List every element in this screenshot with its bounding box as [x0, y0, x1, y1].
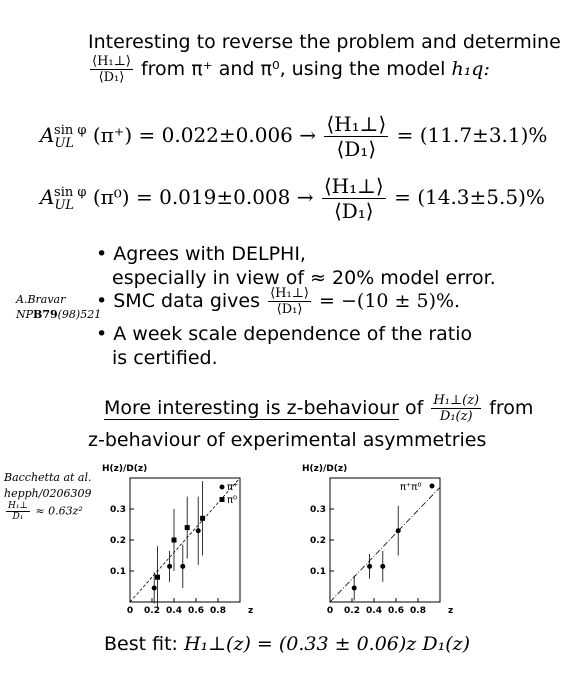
data-point-circle [180, 564, 185, 569]
bullet-smc-text: • SMC data gives [96, 290, 261, 312]
legend-marker-circle [220, 485, 225, 490]
legend-marker-square [220, 497, 225, 502]
eq1-subscript: UL [54, 136, 75, 151]
x-tick-label: 0.2 [144, 606, 160, 616]
y-tick-label: 0.3 [110, 505, 126, 515]
legend-label: π⁺ [227, 482, 239, 493]
plot-right [300, 462, 460, 620]
y-tick-label: 0.1 [310, 567, 326, 577]
best-fit [104, 632, 470, 656]
ref-bravar-journal-prefix: NP [16, 308, 34, 321]
bullet-scale-line-2: is certified. [112, 347, 218, 369]
x-tick-label: 0.6 [388, 606, 404, 616]
best-fit-formula: H₁⊥(z) = (0.33 ± 0.06)z D₁(z) [183, 633, 471, 655]
eq2-superscript: sin φ [54, 185, 87, 201]
x-tick-label: 0.4 [366, 606, 382, 616]
x-tick-label: 0.6 [188, 606, 204, 616]
intro-line-2 [88, 54, 490, 85]
data-point-circle [396, 528, 401, 533]
eq2-result: = (14.3±5.5)% [394, 185, 545, 209]
ref-bacchetta-authors: Bacchetta at al. [4, 471, 92, 484]
ref-bravar-journal [16, 307, 101, 322]
data-point-square [200, 516, 205, 521]
ref-bacchetta-fit [4, 501, 83, 522]
plot-title: H(z)/D(z) [302, 464, 348, 474]
bacchetta-numerator: H₁⊥ [8, 501, 28, 511]
data-point-square [155, 575, 160, 580]
z-section-line-2: z-behaviour of experimental asymmetries [88, 429, 487, 451]
legend-label: π⁰ [227, 495, 238, 506]
ref-bravar-pages: (98)521 [57, 308, 102, 321]
z-section-of: of [404, 397, 424, 419]
eq2-asymmetry-symbol: A [40, 185, 55, 209]
bacchetta-approx: ≈ 0.63z² [35, 504, 83, 518]
ratio-fraction [90, 54, 133, 85]
bullet-smc [96, 286, 460, 317]
x-tick-label: 0 [326, 606, 334, 616]
bullet-delphi-line-2: especially in view of ≈ 20% model error. [112, 267, 496, 289]
eq1-ratio-denominator: ⟨D₁⟩ [336, 137, 377, 161]
z-section-underlined: More interesting is z-behaviour [104, 397, 399, 419]
x-tick-label: 0 [126, 606, 134, 616]
x-tick-label: 0.8 [410, 606, 426, 616]
eq1-value: = 0.022±0.006 → [138, 123, 317, 147]
data-point-circle [380, 564, 385, 569]
data-point-square [172, 538, 177, 543]
intro-line-1: Interesting to reverse the problem and determine [88, 31, 561, 53]
x-tick-label: 0.4 [166, 606, 182, 616]
legend-label: π⁺π⁰ [400, 482, 422, 493]
smc-ratio-numerator: ⟨H₁⊥⟩ [270, 286, 309, 301]
bullet-smc-value: = −(10 ± 5)%. [319, 290, 461, 312]
model-symbol: h₁q: [451, 58, 490, 80]
ref-bravar-author: A.Bravar [16, 293, 66, 306]
smc-ratio-fraction [268, 286, 311, 317]
z-ratio-fraction [431, 393, 481, 424]
data-point-circle [367, 564, 372, 569]
z-section-from: from [489, 397, 534, 419]
eq1-result: = (11.7±3.1)% [396, 123, 548, 147]
plot-left [100, 462, 260, 620]
eq2-ratio-fraction [322, 174, 386, 223]
data-point-circle [352, 586, 357, 591]
fit-line [130, 478, 240, 602]
data-point-circle [167, 564, 172, 569]
plot-title: H(z)/D(z) [102, 464, 148, 474]
ref-bacchetta-arxiv: hepph/0206309 [4, 487, 92, 500]
bullet-scale-line-1: • A week scale dependence of the ratio [96, 323, 473, 345]
y-tick-label: 0.2 [110, 536, 126, 546]
best-fit-label: Best fit: [104, 633, 178, 655]
y-tick-label: 0.3 [310, 505, 326, 515]
ratio-numerator: ⟨H₁⊥⟩ [92, 54, 131, 69]
bacchetta-ratio-fraction [6, 501, 30, 522]
eq1-argument: (π⁺) [92, 123, 133, 147]
fit-line [330, 487, 440, 602]
equation-pi-zero [40, 174, 545, 223]
plot-frame [330, 478, 440, 602]
eq2-ratio-denominator: ⟨D₁⟩ [333, 199, 374, 223]
eq2-subscript: UL [54, 198, 75, 213]
eq2-argument: (π⁰) [92, 185, 130, 209]
data-point-circle [152, 586, 157, 591]
x-axis-label: z [448, 606, 454, 616]
eq2-ratio-numerator: ⟨H₁⊥⟩ [323, 174, 384, 198]
intro-text: from π⁺ and π⁰, using the model [140, 58, 446, 80]
ref-bravar-volume: B79 [33, 308, 58, 321]
eq1-ratio-fraction [324, 112, 388, 161]
ratio-denominator: ⟨D₁⟩ [98, 70, 125, 85]
z-section-line-1 [104, 392, 533, 424]
eq1-asymmetry-symbol: A [40, 123, 55, 147]
eq1-superscript: sin φ [54, 123, 87, 139]
data-point-square [185, 525, 190, 530]
data-point-circle [196, 528, 201, 533]
legend-marker-circle [430, 484, 435, 489]
z-ratio-numerator: H₁⊥(z) [433, 393, 480, 408]
eq1-ratio-numerator: ⟨H₁⊥⟩ [326, 112, 387, 136]
z-ratio-denominator: D₁(z) [439, 409, 473, 424]
smc-ratio-denominator: ⟨D₁⟩ [276, 302, 303, 317]
x-tick-label: 0.2 [344, 606, 360, 616]
eq2-value: = 0.019±0.008 → [135, 185, 314, 209]
bacchetta-denominator: D₁ [12, 512, 24, 522]
y-tick-label: 0.1 [110, 567, 126, 577]
x-tick-label: 0.8 [210, 606, 226, 616]
x-axis-label: z [248, 606, 254, 616]
equation-pi-plus [40, 112, 547, 161]
y-tick-label: 0.2 [310, 536, 326, 546]
bullet-delphi-line-1: • Agrees with DELPHI, [96, 243, 306, 265]
